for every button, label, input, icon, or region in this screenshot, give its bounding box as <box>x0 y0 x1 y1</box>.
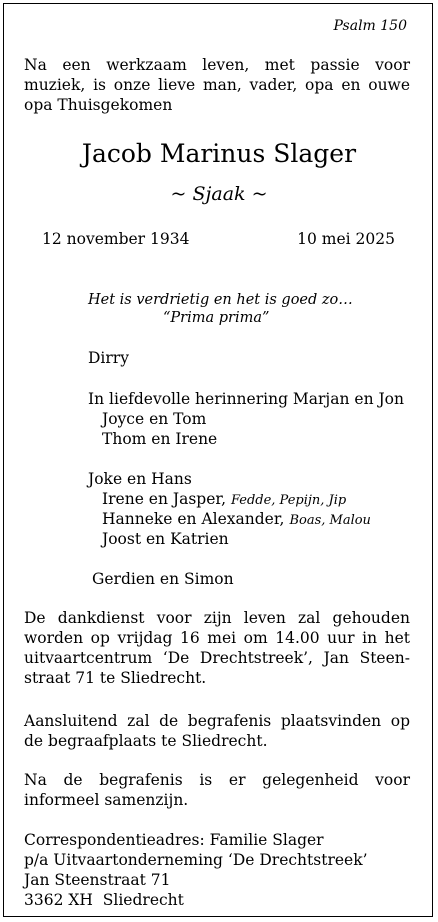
intro-line-2: muziek, is onze lieve man, vader, opa en ouwe <box>24 76 410 94</box>
psalm-reference: Psalm 150 <box>333 18 407 34</box>
service-line-3: uitvaartcentrum ‘De Drechtstreek’, Jan Steen- <box>24 649 410 667</box>
gathering-line-1: Na de begrafenis is er gelegenheid voor <box>24 771 410 789</box>
grandchild-line-j2 <box>102 509 371 531</box>
correspondence-line-2: p/a Uitvaartonderneming ‘De Drechtstreek’ <box>24 851 368 869</box>
service-line-2: worden op vrijdag 16 mei om 14.00 uur in het <box>24 629 410 647</box>
service-line-4: straat 71 te Sliedrecht. <box>24 669 207 687</box>
deceased-name: Jacob Marinus Slager <box>81 139 357 168</box>
child-couple-2: Joke en Hans <box>88 470 192 488</box>
correspondence-line-1: Correspondentieadres: Familie Slager <box>24 831 324 849</box>
spouse: Dirry <box>88 349 129 367</box>
burial-line-2: de begraafplaats te Sliedrecht. <box>24 732 268 750</box>
grandchild-couple-1: Joyce en Tom <box>102 410 207 428</box>
birth-date: 12 november 1934 <box>42 230 190 248</box>
correspondence-line-3: Jan Steenstraat 71 <box>24 871 171 889</box>
memory-line: In liefdevolle herinnering Marjan en Jon <box>88 390 405 408</box>
grandchild-couple-4: Hanneke en Alexander, <box>102 510 285 528</box>
quote-line-1: Het is verdrietig en het is goed zo… <box>88 292 353 308</box>
grandchild-couple-5: Joost en Katrien <box>102 530 229 548</box>
great-grandchildren-2: Boas, Malou <box>289 513 371 528</box>
grandchild-couple-2: Thom en Irene <box>102 430 218 448</box>
great-grandchildren-1: Fedde, Pepijn, Jip <box>230 493 347 508</box>
intro-line-1: Na een werkzaam leven, met passie voor <box>24 56 410 74</box>
service-line-1: De dankdienst voor zijn leven zal gehouden <box>24 609 410 627</box>
child-couple-3: Gerdien en Simon <box>92 570 234 588</box>
burial-line-1: Aansluitend zal de begrafenis plaatsvinden op <box>24 712 410 730</box>
correspondence-line-4: 3362 XH Sliedrecht <box>24 891 184 909</box>
gathering-line-2: informeel samenzijn. <box>24 791 189 809</box>
grandchild-couple-3: Irene en Jasper, <box>102 490 227 508</box>
death-date: 10 mei 2025 <box>297 230 395 248</box>
intro-line-3: opa Thuisgekomen <box>24 96 173 114</box>
grandchild-line-j1 <box>102 489 346 511</box>
nickname: ~ Sjaak ~ <box>170 183 268 205</box>
quote-line-2: “Prima prima” <box>163 310 270 326</box>
